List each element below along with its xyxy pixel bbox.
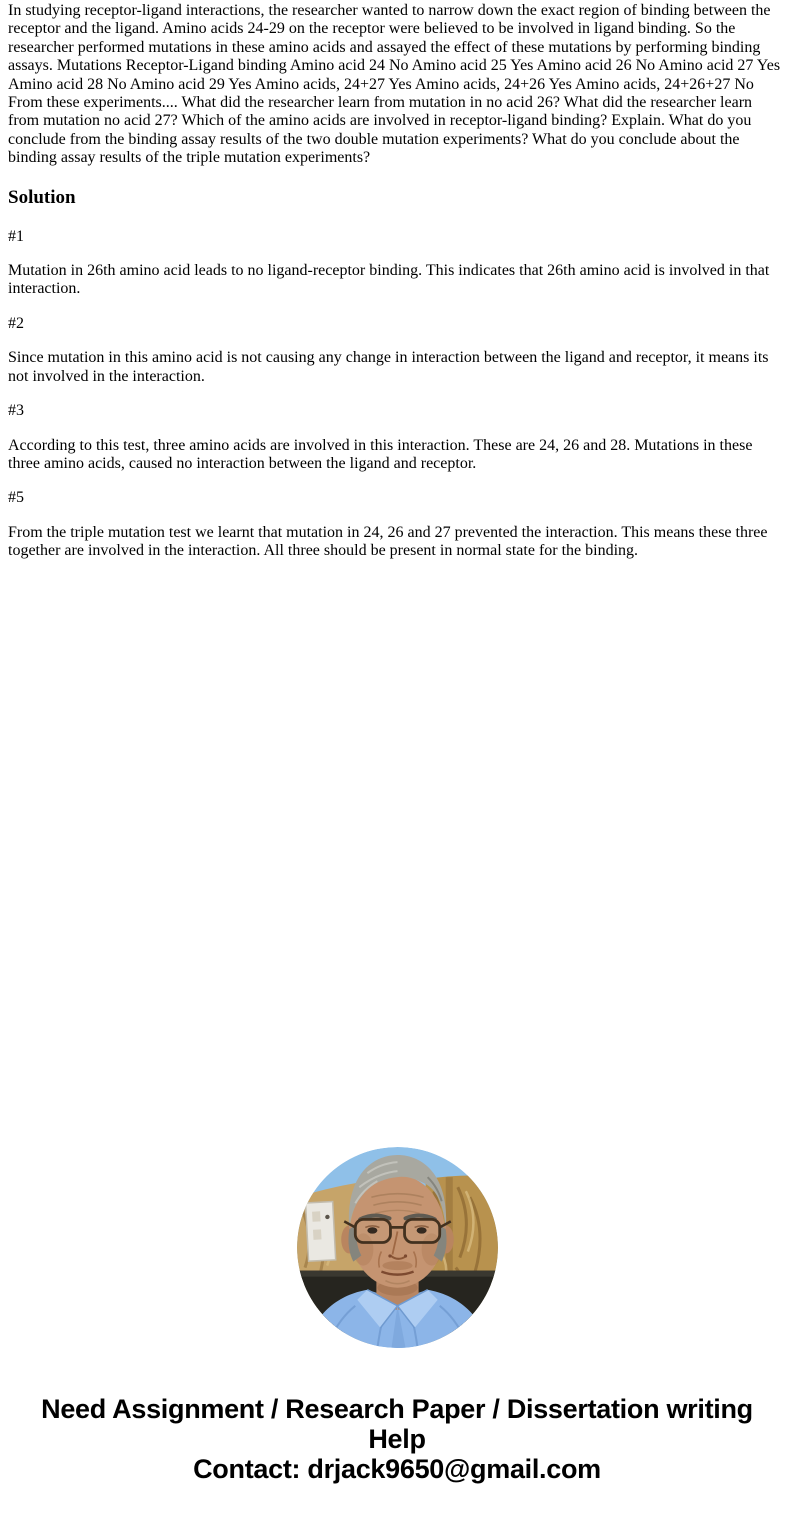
answer-5-label: #5 xyxy=(8,489,24,507)
light-switch-panel xyxy=(305,1201,335,1261)
answer-3-label: #3 xyxy=(8,402,24,420)
answer-2-text: Since mutation in this amino acid is not causing any change in interaction between the ligand and receptor, it means its not involved in the interaction. xyxy=(8,349,769,385)
whitespace-spacer xyxy=(8,577,786,1147)
answer-2-label: #2 xyxy=(8,314,24,332)
help-banner xyxy=(8,1394,786,1484)
answer-1-label: #1 xyxy=(8,227,24,245)
answer-3-text: According to this test, three amino acids are involved in this interaction. These are 24, 26 and 28. Mutations in these three amino acids, caused no interaction between the ligand and receptor. xyxy=(8,436,753,472)
solution-heading: Solution xyxy=(8,186,76,208)
tutor-photo-graphic xyxy=(297,1147,498,1348)
contact-email: Contact: drjack9650@gmail.com xyxy=(193,1453,601,1484)
tutor-photo xyxy=(297,1147,498,1348)
answer-1-text: Mutation in 26th amino acid leads to no ligand-receptor binding. This indicates that 26th amino acid is involved in that interaction. xyxy=(8,262,770,298)
question-text: In studying receptor-ligand interactions, the researcher wanted to narrow down the exact region of binding between the receptor and the ligand. Amino acids 24-29 on the receptor were believed to be involved in ligand binding. So the researcher performed mutations in these amino acids and assayed the effect of these mutations by performing binding assays. Mutations Receptor-Ligand binding Amino acid 24 No Amino acid 25 Yes Amino acid 26 No Amino acid 27 Yes Amino acid 28 No Amino acid 29 Yes Amino acids, 24+27 Yes Amino acids, 24+26 Yes Amino acids, 24+26+27 No From these experiments.... What did the researcher learn from mutation in no acid 26? What did the researcher learn from mutation no acid 27? Which of the amino acids are involved in receptor-ligand binding? Explain. What do you conclude from the binding assay results of the two double mutation experiments? What do you conclude about the binding assay results of the triple mutation experiments? xyxy=(8,2,781,167)
help-heading: Need Assignment / Research Paper / Dissertation writing Help xyxy=(41,1393,753,1454)
answer-5-text: From the triple mutation test we learnt that mutation in 24, 26 and 27 prevented the interaction. This means these three together are involved in the interaction. All three should be present in normal state for the binding. xyxy=(8,523,768,560)
